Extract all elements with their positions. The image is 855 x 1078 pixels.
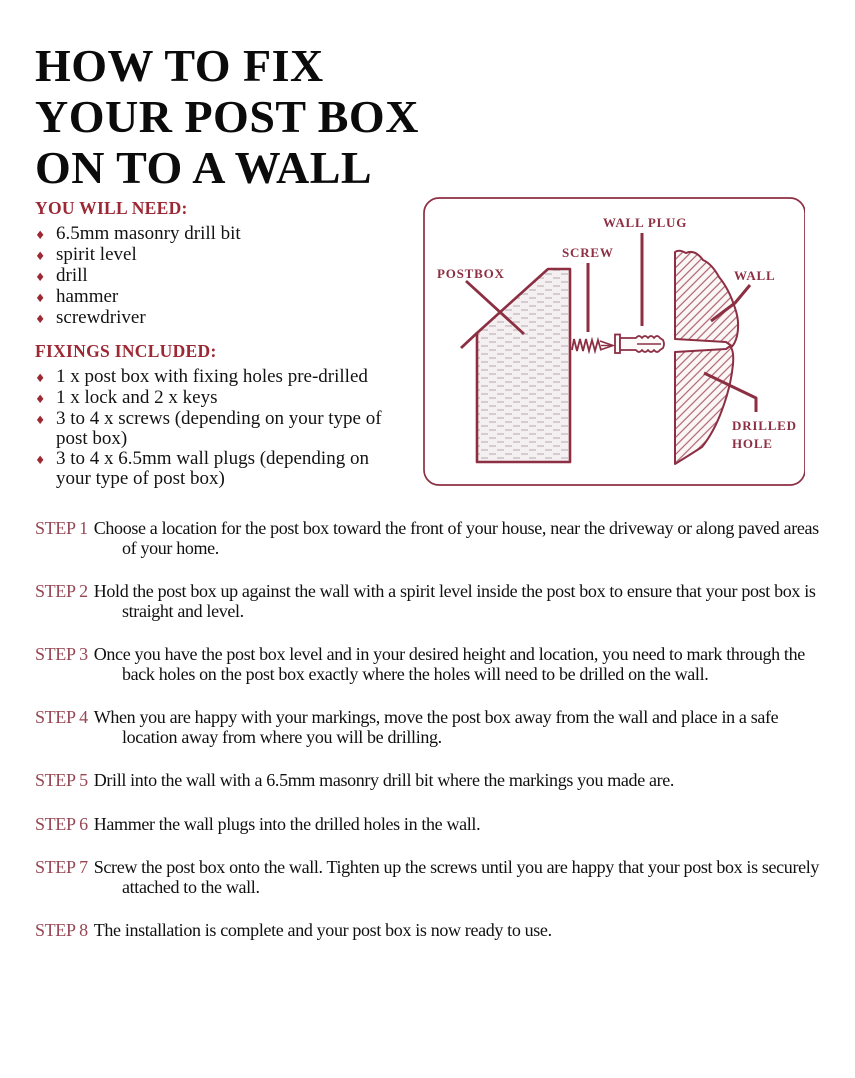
step-7-text: Screw the post box onto the wall. Tighten up the screws until you are happy that your post box is securely attached to the wall. (93, 857, 820, 897)
step-4-label: STEP 4 (35, 707, 88, 727)
list-item-text: hammer (56, 286, 119, 307)
list-item-text: 3 to 4 x 6.5mm wall plugs (depending on your type of post box) (56, 448, 369, 489)
step-3-label: STEP 3 (35, 644, 88, 664)
list-item-text: 1 x lock and 2 x keys (56, 387, 218, 408)
postbox-shape (477, 269, 570, 462)
list-item-text: spirit level (56, 244, 137, 265)
page-title (35, 40, 419, 193)
diamond-bullet-icon: ♦ (35, 392, 46, 406)
postbox-label: POSTBOX (437, 266, 505, 281)
fixings-heading: FIXINGS INCLUDED: (35, 341, 217, 361)
list-item (35, 245, 433, 266)
diamond-bullet-icon: ♦ (35, 228, 46, 242)
list-item (35, 266, 433, 287)
diamond-bullet-icon: ♦ (35, 312, 46, 326)
diamond-bullet-icon: ♦ (35, 249, 46, 263)
step-2-label: STEP 2 (35, 581, 88, 601)
step-7 (35, 858, 835, 897)
step-6 (35, 815, 835, 835)
list-item-text: 6.5mm masonry drill bit (56, 223, 241, 244)
diamond-bullet-icon: ♦ (35, 453, 46, 467)
screw-shape (572, 339, 613, 351)
list-item (35, 224, 433, 245)
wall-label: WALL (734, 268, 776, 283)
step-5 (35, 771, 835, 791)
fixings-included-section (35, 341, 433, 489)
step-8-label: STEP 8 (35, 920, 88, 940)
step-4-text: When you are happy with your markings, move the post box away from the wall and place in a safe location away from where you will be drilling. (93, 707, 779, 747)
diamond-bullet-icon: ♦ (35, 371, 46, 385)
you-will-need-heading: YOU WILL NEED: (35, 198, 188, 218)
step-7-label: STEP 7 (35, 857, 88, 877)
installation-diagram (423, 197, 805, 488)
step-8 (35, 921, 835, 941)
wall-plug-label: WALL PLUG (603, 215, 688, 230)
step-1-label: STEP 1 (35, 518, 88, 538)
step-4 (35, 708, 835, 747)
you-will-need-section (35, 198, 433, 329)
step-1 (35, 519, 835, 558)
drilled-hole-label-line2: HOLE (732, 436, 773, 451)
step-6-text: Hammer the wall plugs into the drilled holes in the wall. (93, 813, 481, 834)
screw-label: SCREW (562, 245, 614, 260)
step-3-text: Once you have the post box level and in your desired height and location, you need to mark through the back holes on the post box exactly where the holes will need to be drilled on the wall. (93, 644, 805, 684)
step-2 (35, 582, 835, 621)
step-5-label: STEP 5 (35, 770, 88, 790)
list-item-text: 1 x post box with fixing holes pre-drilled (56, 366, 368, 387)
postbox-roof-line (461, 333, 477, 348)
drilled-hole-label-line1: DRILLED (732, 418, 797, 433)
list-item (35, 449, 433, 489)
page-title-line: HOW TO FIX (35, 40, 324, 91)
wall-plug-shape (615, 335, 664, 354)
step-3 (35, 645, 835, 684)
diamond-bullet-icon: ♦ (35, 270, 46, 284)
step-1-text: Choose a location for the post box toward the front of your house, near the driveway or along paved areas of your home. (93, 518, 819, 558)
steps-section (35, 519, 835, 965)
diamond-bullet-icon: ♦ (35, 413, 46, 427)
step-5-text: Drill into the wall with a 6.5mm masonry drill bit where the markings you made are. (93, 770, 675, 790)
step-6-label: STEP 6 (35, 813, 88, 834)
page-title-line: YOUR POST BOX (35, 91, 419, 142)
list-item-text: drill (56, 265, 88, 286)
list-item (35, 308, 433, 329)
list-item-text: screwdriver (56, 307, 146, 328)
list-item (35, 287, 433, 308)
step-2-text: Hold the post box up against the wall with a spirit level inside the post box to ensure that your post box is straight and level. (93, 581, 816, 621)
wall-shape (675, 251, 738, 464)
list-item (35, 367, 433, 388)
diamond-bullet-icon: ♦ (35, 291, 46, 305)
list-item-text: 3 to 4 x screws (depending on your type of post box) (56, 408, 382, 449)
list-item (35, 388, 433, 409)
fixings-list (35, 367, 433, 489)
list-item (35, 409, 433, 449)
step-8-text: The installation is complete and your post box is now ready to use. (93, 920, 552, 940)
page-title-line: ON TO A WALL (35, 142, 373, 193)
you-will-need-list (35, 224, 433, 329)
